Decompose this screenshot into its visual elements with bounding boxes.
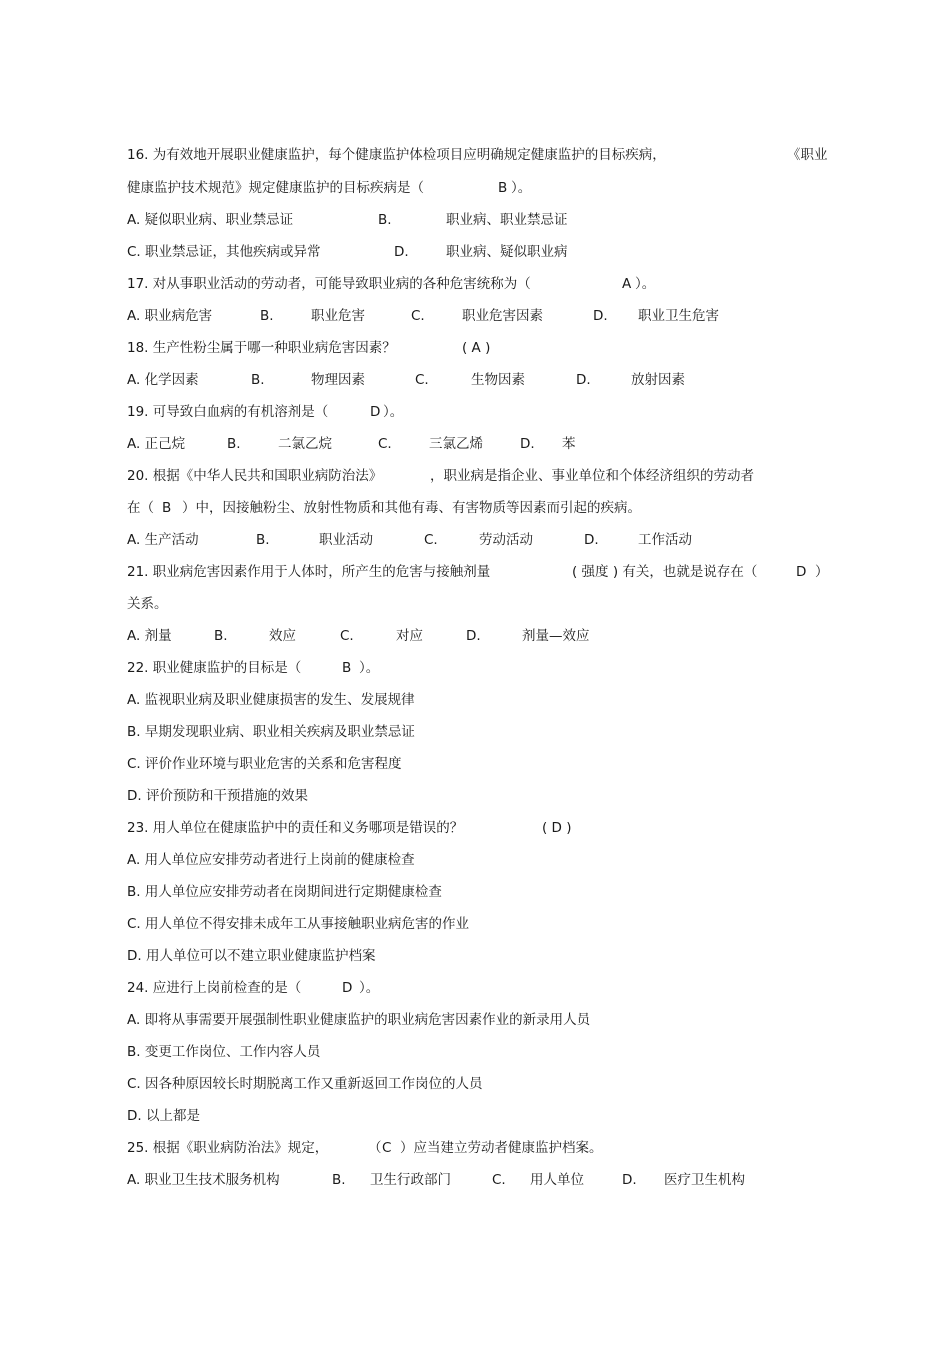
q25-option-b-letter: B. xyxy=(332,1172,346,1188)
q25-stem-bracket: （ xyxy=(368,1140,382,1156)
q22-stem: 22. 职业健康监护的目标是（ xyxy=(127,660,302,676)
q24-stem: 24. 应进行上岗前检查的是（ xyxy=(127,980,302,996)
q20-option-a: A. 生产活动 xyxy=(127,532,199,548)
q22-option-a: A. 监视职业病及职业健康损害的发生、发展规律 xyxy=(127,692,415,708)
q21-option-d-text: 剂量—效应 xyxy=(522,628,590,644)
q19-option-d-text: 苯 xyxy=(562,436,576,452)
q25-option-b-text: 卫生行政部门 xyxy=(370,1172,451,1188)
q16-stem-line1 xyxy=(127,146,666,164)
q22-option-b: B. 早期发现职业病、职业相关疾病及职业禁忌证 xyxy=(127,724,415,740)
q18-option-d-text: 放射因素 xyxy=(631,372,685,388)
q17-option-b-letter: B. xyxy=(260,308,274,324)
q20-option-b-text: 职业活动 xyxy=(319,532,373,548)
q17-stem-end: ）。 xyxy=(635,276,656,292)
q19-option-a: A. 正己烷 xyxy=(127,436,186,452)
q25-answer: C xyxy=(382,1140,392,1156)
q24-stem-end: ）。 xyxy=(359,980,380,996)
q16-stem-line2 xyxy=(127,179,424,197)
q20-option-c-letter: C. xyxy=(424,532,438,548)
q22-option-c: C. 评价作业环境与职业危害的关系和危害程度 xyxy=(127,756,402,772)
q25-option-c-text: 用人单位 xyxy=(530,1172,584,1188)
q21-option-c-letter: C. xyxy=(340,628,354,644)
q18-option-c-text: 生物因素 xyxy=(471,372,525,388)
q17-option-b-text: 职业危害 xyxy=(311,308,365,324)
q23-stem: 23. 用人单位在健康监护中的责任和义务哪项是错误的？ xyxy=(127,820,464,836)
q16-stem-text2: 健康监护技术规范》规定健康监护的目标疾病是（ xyxy=(127,180,424,196)
q18-option-d-letter: D. xyxy=(576,372,591,388)
q22-answer: B xyxy=(342,660,352,676)
q17-option-a: A. 职业病危害 xyxy=(127,308,213,324)
q23-option-c: C. 用人单位不得安排未成年工从事接触职业病危害的作业 xyxy=(127,916,470,932)
q19-option-b-text: 二氯乙烷 xyxy=(278,436,332,452)
q18-stem: 18. 生产性粉尘属于哪一种职业病危害因素？ xyxy=(127,340,396,356)
q21-stem-line2: 关系。 xyxy=(127,596,168,612)
q17-option-c-letter: C. xyxy=(411,308,425,324)
q16-answer: B xyxy=(498,180,508,196)
q23-option-b: B. 用人单位应安排劳动者在岗期间进行定期健康检查 xyxy=(127,884,442,900)
q17-option-c-text: 职业危害因素 xyxy=(462,308,543,324)
q24-option-c: C. 因各种原因较长时期脱离工作又重新返回工作岗位的人员 xyxy=(127,1076,483,1092)
q21-option-a: A. 剂量 xyxy=(127,628,172,644)
q24-option-b: B. 变更工作岗位、工作内容人员 xyxy=(127,1044,321,1060)
q19-stem: 19. 可导致白血病的有机溶剂是（ xyxy=(127,404,329,420)
q24-answer: D xyxy=(342,980,353,996)
q17-option-d-letter: D. xyxy=(593,308,608,324)
q18-option-c-letter: C. xyxy=(415,372,429,388)
q21-option-d-letter: D. xyxy=(466,628,481,644)
q16-option-b-text: 职业病、职业禁忌证 xyxy=(446,212,568,228)
q16-option-c: C. 职业禁忌证，其他疾病或异常 xyxy=(127,244,321,260)
q17-answer: A xyxy=(622,276,632,292)
q20-stem-line1-continued: ，职业病是指企业、事业单位和个体经济组织的劳动者 xyxy=(430,468,754,484)
q21-answer: D xyxy=(796,564,807,580)
q18-option-b-letter: B. xyxy=(251,372,265,388)
q19-answer: D xyxy=(370,404,381,420)
q18-option-a: A. 化学因素 xyxy=(127,372,199,388)
q19-option-c-letter: C. xyxy=(378,436,392,452)
q20-option-d-text: 工作活动 xyxy=(638,532,692,548)
q25-stem: 25. 根据《职业病防治法》规定， xyxy=(127,1140,329,1156)
q24-option-d: D. 以上都是 xyxy=(127,1108,200,1124)
q16-stem-continued: 《职业 xyxy=(787,147,828,163)
q22-stem-end: ）。 xyxy=(359,660,380,676)
q17-option-d-text: 职业卫生危害 xyxy=(638,308,719,324)
q20-answer: B xyxy=(162,500,172,516)
q19-option-c-text: 三氯乙烯 xyxy=(429,436,483,452)
q16-option-d-text: 职业病、疑似职业病 xyxy=(446,244,568,260)
q21-stem-line1-continued: ( 强度 ) 有关，也就是说存在（ xyxy=(572,564,758,580)
q21-option-c-text: 对应 xyxy=(396,628,423,644)
q20-option-d-letter: D. xyxy=(584,532,599,548)
q21-stem-line1: 21. 职业病危害因素作用于人体时，所产生的危害与接触剂量 xyxy=(127,564,491,580)
q16-stem-end: ）。 xyxy=(511,180,532,196)
q25-option-a: A. 职业卫生技术服务机构 xyxy=(127,1172,280,1188)
q22-option-d: D. 评价预防和干预措施的效果 xyxy=(127,788,308,804)
q23-answer: ( D ) xyxy=(542,820,572,836)
q19-stem-end: ）。 xyxy=(383,404,404,420)
q20-stem-line1: 20. 根据《中华人民共和国职业病防治法》 xyxy=(127,468,383,484)
q23-option-a: A. 用人单位应安排劳动者进行上岗前的健康检查 xyxy=(127,852,415,868)
q20-option-b-letter: B. xyxy=(256,532,270,548)
q21-stem-line1-end: ） xyxy=(815,564,829,580)
q16-option-a: A. 疑似职业病、职业禁忌证 xyxy=(127,212,294,228)
q16-option-b-letter: B. xyxy=(378,212,392,228)
q25-option-d-letter: D. xyxy=(622,1172,637,1188)
q20-stem-line2-rest: ）中，因接触粉尘、放射性物质和其他有毒、有害物质等因素而引起的疾病。 xyxy=(182,500,641,516)
q19-option-b-letter: B. xyxy=(227,436,241,452)
q21-option-b-letter: B. xyxy=(214,628,228,644)
q19-option-d-letter: D. xyxy=(520,436,535,452)
q18-option-b-text: 物理因素 xyxy=(311,372,365,388)
q25-option-d-text: 医疗卫生机构 xyxy=(664,1172,745,1188)
q16-stem-text: 16. 为有效地开展职业健康监护，每个健康监护体检项目应明确规定健康监护的目标疾病， xyxy=(127,147,666,163)
q21-option-b-text: 效应 xyxy=(269,628,296,644)
q20-option-c-text: 劳动活动 xyxy=(479,532,533,548)
q18-answer: ( A ) xyxy=(462,340,491,356)
q24-option-a: A. 即将从事需要开展强制性职业健康监护的职业病危害因素作业的新录用人员 xyxy=(127,1012,591,1028)
q16-option-d-letter: D. xyxy=(394,244,409,260)
q25-option-c-letter: C. xyxy=(492,1172,506,1188)
q17-stem: 17. 对从事职业活动的劳动者，可能导致职业病的各种危害统称为（ xyxy=(127,276,531,292)
q20-stem-line2-start: 在（ xyxy=(127,500,154,516)
q23-option-d: D. 用人单位可以不建立职业健康监护档案 xyxy=(127,948,376,964)
q25-stem-end: ）应当建立劳动者健康监护档案。 xyxy=(400,1140,603,1156)
